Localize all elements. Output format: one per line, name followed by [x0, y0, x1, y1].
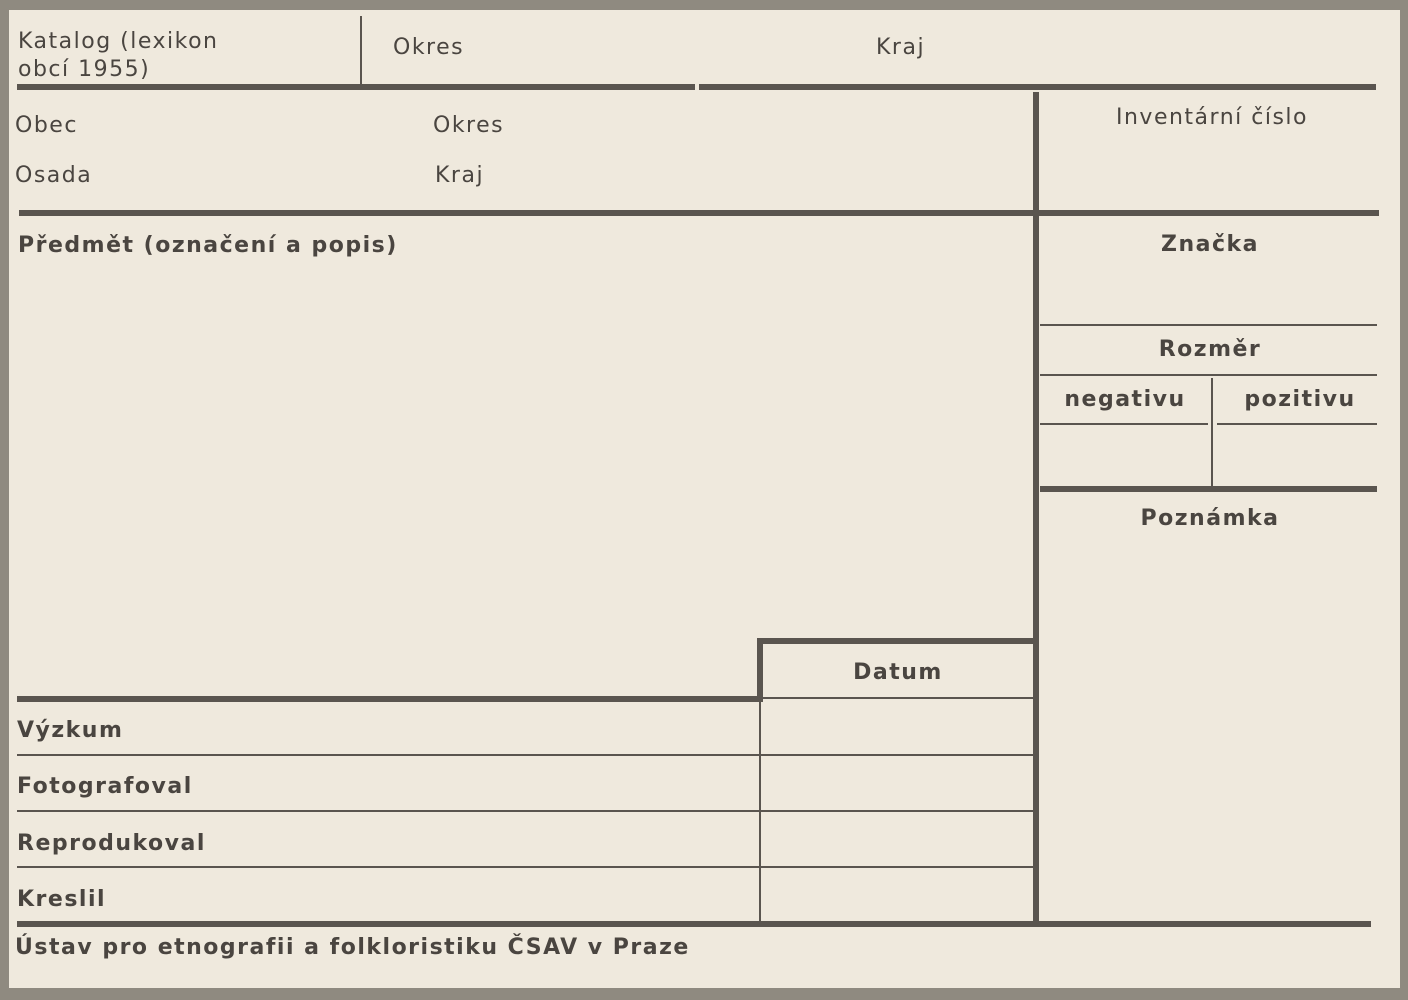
location-bottom-rule [19, 210, 1379, 216]
header-kraj-label: Kraj [876, 35, 926, 60]
datum-top-rule [757, 638, 1035, 644]
kreslil-label: Kreslil [17, 887, 107, 912]
location-okres-label: Okres [433, 113, 505, 138]
poznamka-label: Poznámka [1140, 506, 1280, 531]
header-bottom-rule-left [17, 84, 695, 90]
rozmer-split-divider [1211, 378, 1213, 486]
header-bottom-rule-right [699, 84, 1376, 90]
inventarni-cislo-label: Inventární číslo [1116, 105, 1308, 130]
roles-top-rule [17, 696, 761, 702]
institution-label: Ústav pro etnografii a folkloristiku ČSAV v Praze [15, 935, 690, 960]
catalog-card [9, 10, 1400, 988]
fotografoval-rule [17, 810, 1033, 812]
right-column-divider [1033, 92, 1039, 924]
vyzkum-rule [17, 754, 1033, 756]
datum-header-underline [763, 697, 1033, 699]
header-okres-label: Okres [393, 35, 465, 60]
znacka-label: Značka [1161, 232, 1259, 257]
rozmer-label: Rozměr [1158, 337, 1262, 362]
predmet-label: Předmět (označení a popis) [18, 233, 398, 258]
znacka-bottom-rule [1040, 324, 1377, 326]
location-kraj-label: Kraj [435, 163, 485, 188]
fotografoval-label: Fotografoval [17, 774, 193, 799]
negativu-label: negativu [1064, 387, 1186, 412]
poznamka-top-rule [1040, 486, 1377, 492]
reprodukoval-label: Reprodukoval [17, 831, 206, 856]
datum-label: Datum [853, 660, 943, 685]
rozmer-bottom-rule [1040, 374, 1377, 376]
footer-top-rule [17, 921, 1371, 927]
negativu-underline [1040, 423, 1208, 425]
pozitivu-underline [1217, 423, 1377, 425]
header-divider-1 [360, 16, 362, 88]
vyzkum-label: Výzkum [17, 718, 124, 743]
katalog-label-line1: Katalog (lexikon [18, 29, 219, 54]
obec-label: Obec [15, 113, 78, 138]
pozitivu-label: pozitivu [1244, 387, 1356, 412]
katalog-label-line2: obcí 1955) [18, 57, 151, 82]
osada-label: Osada [15, 163, 93, 188]
reprodukoval-rule [17, 866, 1033, 868]
